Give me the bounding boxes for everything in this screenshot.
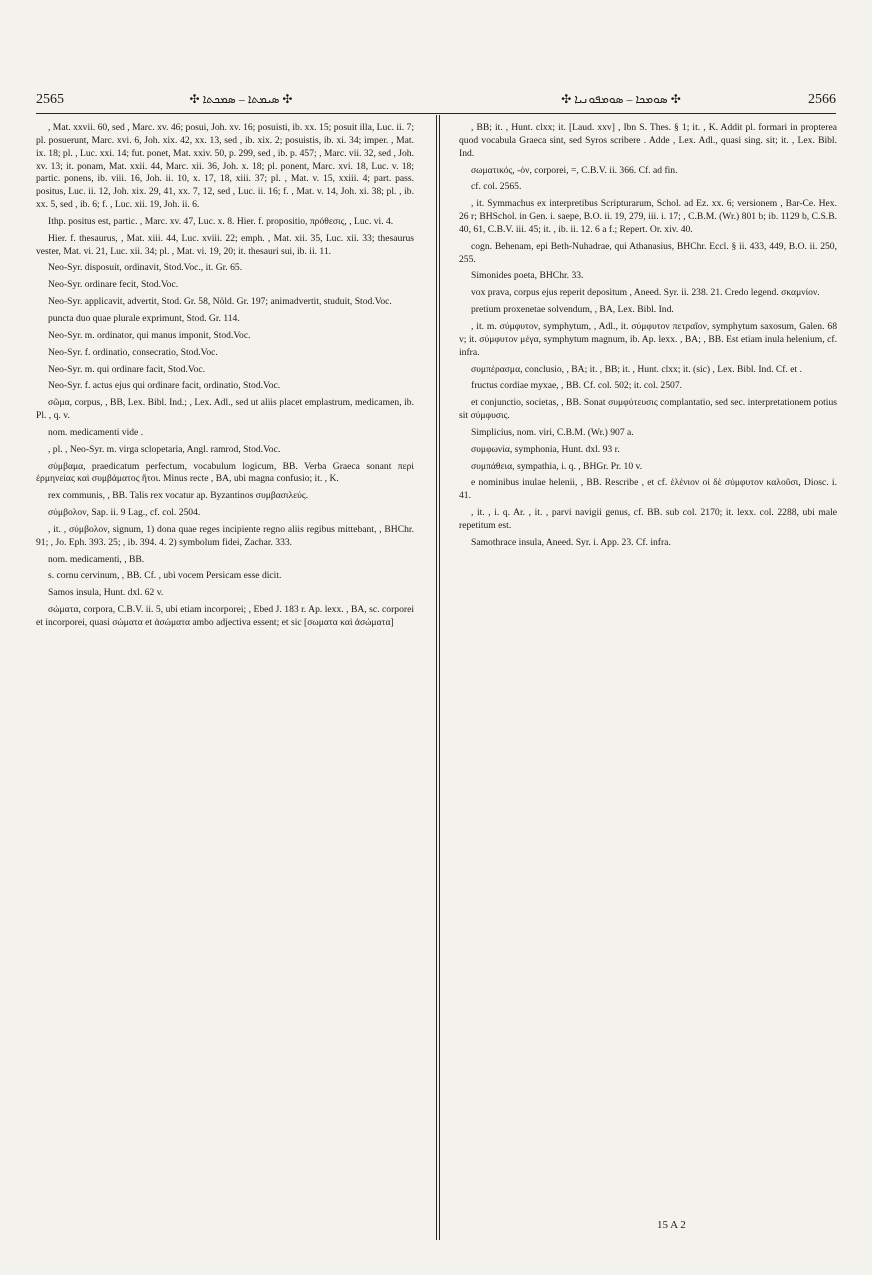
entry: cogn. Behenam, epi Beth-Nuhadrae, qui Athanasius, BHChr. Eccl. § ii. 433, 449, B.O. ii. 250, 255. (459, 240, 837, 265)
entry: σῶμα, corpus, , BB, Lex. Bibl. Ind.; , Lex. Adl., sed ut aliis placet emplastrum, medicamen, ib. Pl. , q. v. (36, 397, 414, 422)
entry: συμπάθεια, sympathia, i. q. , BHGr. Pr. 10 v. (471, 460, 643, 472)
entry: Simplicius, nom. viri, C.B.M. (Wr.) 907 a. (471, 426, 634, 438)
running-head-right: ✣ ܣܘܡܟܐ – ܣܘܡܦܘܢܝܐ ✣ (561, 92, 681, 106)
entry: Neo-Syr. m. ordinator, qui manus imponit, Stod.Voc. (48, 329, 251, 341)
entry: Neo-Syr. disposuit, ordinavit, Stod.Voc., it. Gr. 65. (48, 262, 243, 274)
page-number-left: 2565 (36, 92, 64, 107)
entry: Ithp. positus est, partic. , Marc. xv. 47, Luc. x. 8. Hier. f. propositio, πρόθεσις, , Luc. vi. 4. (48, 215, 394, 227)
entry: Neo-Syr. f. actus ejus qui ordinare facit, ordinatio, Stod.Voc. (48, 380, 281, 392)
entry: nom. medicamenti vide . (48, 426, 144, 438)
entry: cf. col. 2565. (471, 181, 522, 193)
entry: Samos insula, Hunt. dxl. 62 v. (48, 587, 164, 599)
entry: Simonides poeta, BHChr. 33. (471, 270, 584, 282)
entry: rex communis, , BB. Talis rex vocatur ap. Byzantinos συμβασιλεύς. (48, 490, 309, 502)
entry: συμφωνία, symphonia, Hunt. dxl. 93 r. (471, 443, 620, 455)
running-head-left: ✣ ܣܝܡܬܐ – ܣܡܟܬܐ ✣ (189, 92, 293, 106)
entry: Samothrace insula, Aneed. Syr. i. App. 23. Cf. infra. (471, 536, 671, 548)
entry: σωματικός, -όν, corporei, =, C.B.V. ii. 366. Cf. ad fin. (471, 164, 678, 176)
entry: vox prava, corpus ejus reperit depositum , Aneed. Syr. ii. 238. 21. Credo legend. σκαμνίον. (471, 287, 820, 299)
signature-mark: 15 A 2 (657, 1219, 686, 1231)
entry: Neo-Syr. m. qui ordinare facit, Stod.Voc. (48, 363, 206, 375)
header-rule (36, 113, 836, 114)
entry: nom. medicamenti, , BB. (48, 553, 145, 565)
entry: puncta duo quae plurale exprimunt, Stod. Gr. 114. (48, 312, 240, 324)
page-number-right: 2566 (808, 92, 836, 107)
entry: Hier. f. thesaurus, , Mat. xiii. 44, Luc. xviii. 22; emph. , Mat. xii. 35, Luc. xii. 33; thesaurus vester, Mat. vi. 21, Luc. xii. 34; pl. , Mat. vi. 19, 20; it. thesauri sui, ib. ii. 11. (36, 232, 414, 257)
entry: Neo-Syr. ordinare fecit, Stod.Voc. (48, 279, 179, 291)
entry: , it. Symmachus ex interpretibus Scripturarum, Schol. ad Ez. xx. 6; versionem , Bar-Ce. Hex. 26 r; BHSchol. in Gen. i. saepe, B.O. ii. 19, 279, iii. i. 17; , C.B.M. (Wr.) 801 b; ib. 1129 b, C.S.B. 40, 61, C.B.V. iii. 45; it. , ib. ii. 12. 6 a f.; Repert. Or. xiv. 40. (459, 198, 837, 235)
entry: pretium proxenetae solvendum, , BA, Lex. Bibl. Ind. (471, 304, 674, 316)
entry: σύμβαμα, praedicatum perfectum, vocabulum logicum, BB. Verba Graeca sonant περὶ ἑρμηνείας καὶ συμβάματος ἤτοι. Minus recte , BA, ubi magna confusio; it. , K. (36, 460, 414, 485)
page-header (36, 88, 836, 112)
entry: Neo-Syr. applicavit, advertit, Stod. Gr. 58, Nöld. Gr. 197; animadvertit, studuit, Stod.Voc. (48, 296, 392, 308)
entry: s. cornu cervinum, , BB. Cf. , ubi vocem Persicam esse dicit. (48, 570, 282, 582)
column-divider (436, 115, 440, 1240)
entry: fructus cordiae myxae, , BB. Cf. col. 502; it. col. 2507. (471, 380, 683, 392)
entry: σύμβολον, Sap. ii. 9 Lag., cf. col. 2504. (48, 507, 201, 519)
entry: , BB; it. , Hunt. clxx; it. [Laud. xxv] , Ibn S. Thes. § 1; it. , K. Addit pl. formari in propterea quod vocabula Graeca sint, sed Syros scribere . Adde , Lex. Adl., quasi sing. sit; it. , Lex. Bibl. Ind. (459, 122, 837, 159)
entry: et conjunctio, societas, , BB. Sonat συμφύτευσις complantatio, sed sec. interpretationem potius sit σύμφυσις. (459, 397, 837, 422)
entry: , pl. , Neo-Syr. m. virga sclopetaria, Angl. ramrod, Stod.Voc. (48, 443, 281, 455)
entry: , it. , σύμβολον, signum, 1) dona quae reges incipiente regno aliis regibus mittebant, , BHChr. 91; , Jo. Eph. 393. 25; , ib. 394. 4. 2) symbolum fidei, Zachar. 333. (36, 523, 414, 548)
entry: Neo-Syr. f. ordinatio, consecratio, Stod.Voc. (48, 346, 218, 358)
entry: σώματα, corpora, C.B.V. ii. 5, ubi etiam incorporei; , Ebed J. 183 r. Ap. lexx. , BA, sc. corporei et incorporei, quasi σώματα et ἀσώματα ambo adjectiva essent; et sic [σωματα καὶ ἀσώματα] (36, 604, 414, 628)
entry: συμπέρασμα, conclusio, , BA; it. , BB; it. , Hunt. clxx; it. (sic) , Lex. Bibl. Ind. Cf. et . (471, 363, 803, 375)
entry: , it. , i. q. Ar. , it. , parvi navigii genus, cf. BB. sub col. 2170; it. lexx. col. 2288, ubi male repetitum est. (459, 507, 837, 531)
entry: e nominibus inulae helenii, , BB. Rescribe , et cf. ἑλένιον οἱ δὲ σύμφυτον καλοῦσι, Diosc. i. 41. (459, 477, 837, 502)
entry: , Mat. xxvii. 60, sed , Marc. xv. 46; posui, Joh. xv. 16; posuisti, ib. xx. 15; posuit illa, Luc. ii. 7; pl. posuerunt, Marc. xvi. 6, Joh. xix. 42, xx. 13, sed , ib. xix. 2; posuistis, ib. xi. 34; imper. , Mat. ix. 18; pl. , Luc. xxi. 14; fut. ponet, Mat. xxiv. 50, p. 299, sed , ib. p. 457; , Marc. vii. 32, sed , Joh. xv. 13; it. ponam, Mat. xxii. 44, Marc. xii. 36, Joh. x. 18; pl. ponent, Marc. xvi. 18, Luc. v. 18; partic. ponens, ib. viii. 16, Joh. ii. 10, x. 17, 18, xiii. 37; pl. , Mat. v. 15, xxiii. 4; part. pass. positus, Luc. ii. 12, Joh. xix. 29, 41, xx. 7, 12, sed , Luc. ii. 16; f. , Mat. v. 14, Joh. xi. 38; pl. , ib. xx. 5, sed , ib. 6; f. , Luc. xii. 19, Joh. ii. 6. (36, 122, 414, 211)
entry: , it. m. σύμφυτον, symphytum, , Adl., it. σύμφυτον πετραῖον, symphytum saxosum, Galen. 68 v; it. σύμφυτον μέγα, symphytum magnum, ib. Ap. lexx. , BA; , BB. Est etiam inula helenium, cf. infra. (459, 320, 837, 358)
right-column (459, 122, 837, 1222)
left-column (36, 122, 414, 1222)
